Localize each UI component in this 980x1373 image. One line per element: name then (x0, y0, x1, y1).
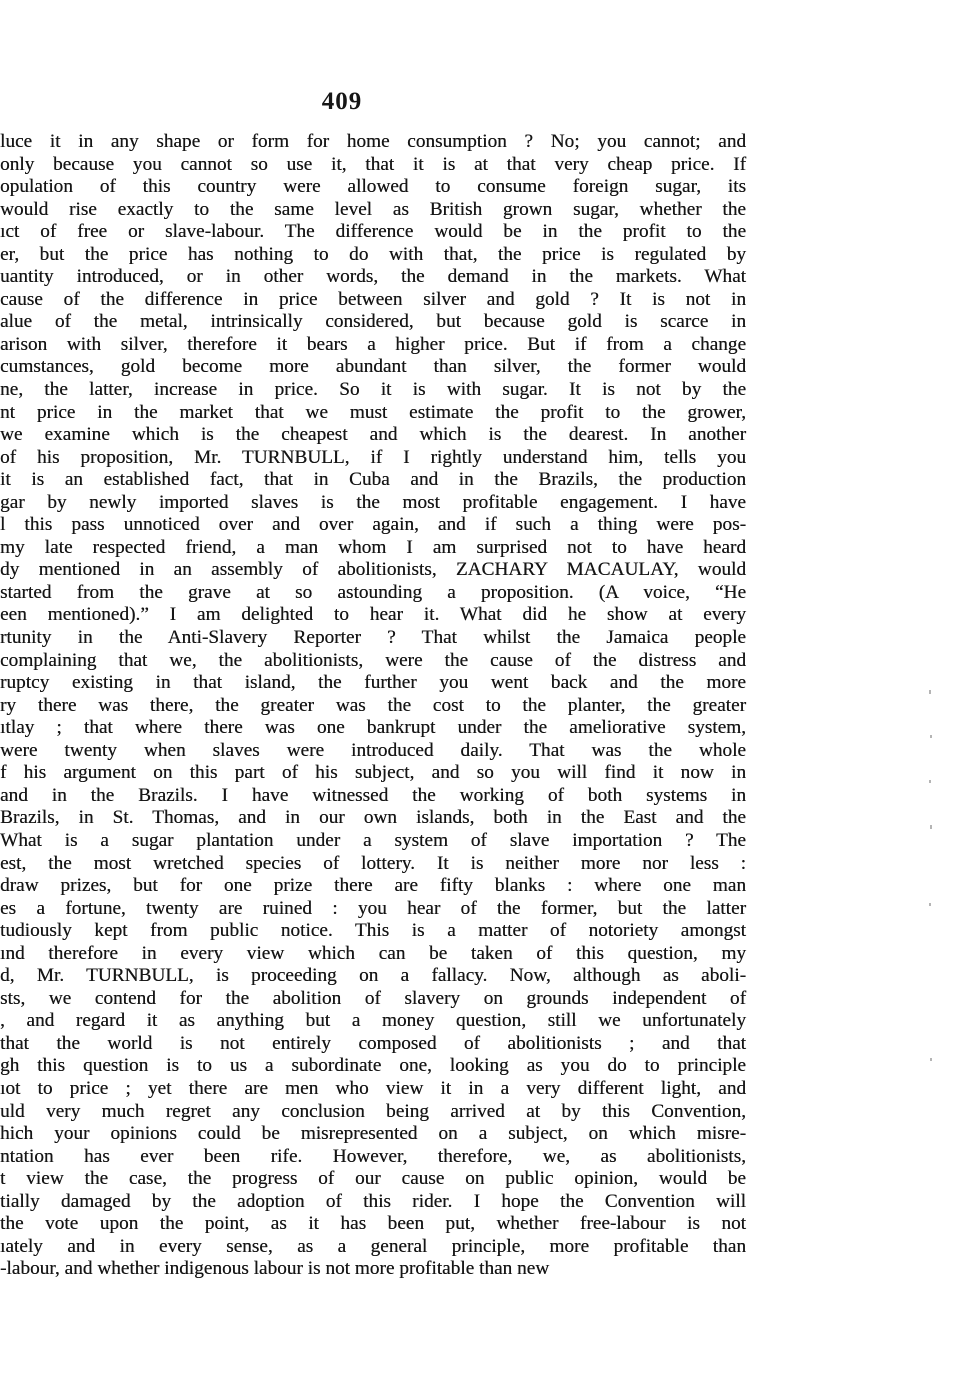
text-line: would rise exactly to the same level as British grown sugar, whether the (0, 198, 746, 220)
text-line: es a fortune, twenty are ruined : you hear of the former, but the latter (0, 897, 746, 919)
text-line: tially damaged by the adoption of this rider. I hope the Convention will (0, 1190, 746, 1212)
page-number: 409 (321, 88, 363, 115)
text-line: hich your opinions could be misrepresented on a subject, on which misre- (0, 1123, 746, 1145)
text-line: l this pass unnoticed over and over again, and if such a thing were pos- (0, 514, 746, 536)
text-line: of his proposition, Mr. TURNBULL, if I rightly understand him, tells you (0, 446, 746, 468)
text-line: est, the most wretched species of lottery. It is neither more nor less : (0, 852, 746, 874)
text-line: d, Mr. TURNBULL, is proceeding on a fallacy. Now, although as aboli- (0, 965, 746, 987)
text-line: only because you cannot so use it, that it is at that very cheap price. If (0, 153, 746, 175)
body-text (0, 131, 746, 1281)
text-line: ne, the latter, increase in price. So it is with sugar. It is not by the (0, 379, 746, 401)
text-line: opulation of this country were allowed to consume foreign sugar, its (0, 176, 746, 198)
text-line: ıtlay ; that where there was one bankrupt under the ameliorative system, (0, 717, 746, 739)
scan-speck (929, 903, 931, 906)
text-line: -labour, and whether indigenous labour is not more profitable than new (0, 1258, 550, 1280)
text-line: , and regard it as anything but a money question, still we unfortunately (0, 1010, 746, 1032)
text-line: were twenty when slaves were introduced daily. That was the whole (0, 739, 746, 761)
text-line: uld very much regret any conclusion being arrived at by this Convention, (0, 1100, 746, 1122)
text-line: t view the case, the progress of our cause on public opinion, would be (0, 1168, 746, 1190)
text-line: it is an established fact, that in Cuba and in the Brazils, the production (0, 469, 746, 491)
text-line: ınd therefore in every view which can be taken of this question, my (0, 942, 746, 964)
text-line: my late respected friend, a man whom I am surprised not to have heard (0, 536, 746, 558)
text-line: the vote upon the point, as it has been put, whether free-labour is not (0, 1213, 746, 1235)
text-line: started from the grave at so astounding a proposition. (A voice, “He (0, 581, 746, 603)
text-line: ntation has ever been rife. However, therefore, we, as abolitionists, (0, 1145, 746, 1167)
text-line: luce it in any shape or form for home consumption ? No; you cannot; and (0, 131, 746, 152)
text-line: draw prizes, but for one prize there are fifty blanks : where one man (0, 875, 746, 897)
text-line: ruptcy existing in that island, the further you went back and the more (0, 672, 746, 694)
text-line: rtunity in the Anti-Slavery Reporter ? That whilst the Jamaica people (0, 627, 746, 649)
scan-speck (929, 780, 931, 783)
text-line: cause of the difference in price between silver and gold ? It is not in (0, 288, 746, 310)
scan-speck (930, 825, 932, 829)
text-line: we examine which is the cheapest and which is the dearest. In another (0, 424, 746, 446)
scan-speck (930, 735, 932, 738)
text-line: ıot to price ; yet there are men who view it in a very different light, and (0, 1077, 746, 1099)
text-line: alue of the metal, intrinsically considered, but because gold is scarce in (0, 311, 746, 333)
text-line: gh this question is to us a subordinate one, looking as you do to principle (0, 1055, 746, 1077)
text-line: f his argument on this part of his subject, and so you will find it now in (0, 762, 746, 784)
text-line: er, but the price has nothing to do with that, the price is regulated by (0, 243, 746, 265)
scan-speck (929, 690, 931, 694)
scan-speck (930, 1058, 932, 1061)
text-line: ıately and in every sense, as a general principle, more profitable than (0, 1235, 746, 1257)
text-line: uantity introduced, or in other words, the demand in the markets. What (0, 266, 746, 288)
text-line: What is a sugar plantation under a system of slave importation ? The (0, 829, 746, 851)
text-line: een mentioned).” I am delighted to hear it. What did he show at every (0, 604, 746, 626)
text-line: ry there was there, the greater was the cost to the planter, the greater (0, 694, 746, 716)
text-line: dy mentioned in an assembly of abolitionists, ZACHARY MACAULAY, would (0, 559, 746, 581)
text-line: arison with silver, therefore it bears a higher price. But if from a change (0, 333, 746, 355)
text-line: Brazils, in St. Thomas, and in our own islands, both in the East and the (0, 807, 746, 829)
text-line: ıct of free or slave-labour. The difference would be in the profit to the (0, 221, 746, 243)
text-line: sts, we contend for the abolition of slavery on grounds independent of (0, 987, 746, 1009)
text-line: gar by newly imported slaves is the most profitable engagement. I have (0, 491, 746, 513)
text-line: and in the Brazils. I have witnessed the working of both systems in (0, 784, 746, 806)
text-line: that the world is not entirely composed of abolitionists ; and that (0, 1032, 746, 1054)
text-line: nt price in the market that we must estimate the profit to the grower, (0, 401, 746, 423)
text-line: tudiously kept from public notice. This is a matter of notoriety amongst (0, 920, 746, 942)
text-line: complaining that we, the abolitionists, were the cause of the distress and (0, 649, 746, 671)
text-line: cumstances, gold become more abundant than silver, the former would (0, 356, 746, 378)
